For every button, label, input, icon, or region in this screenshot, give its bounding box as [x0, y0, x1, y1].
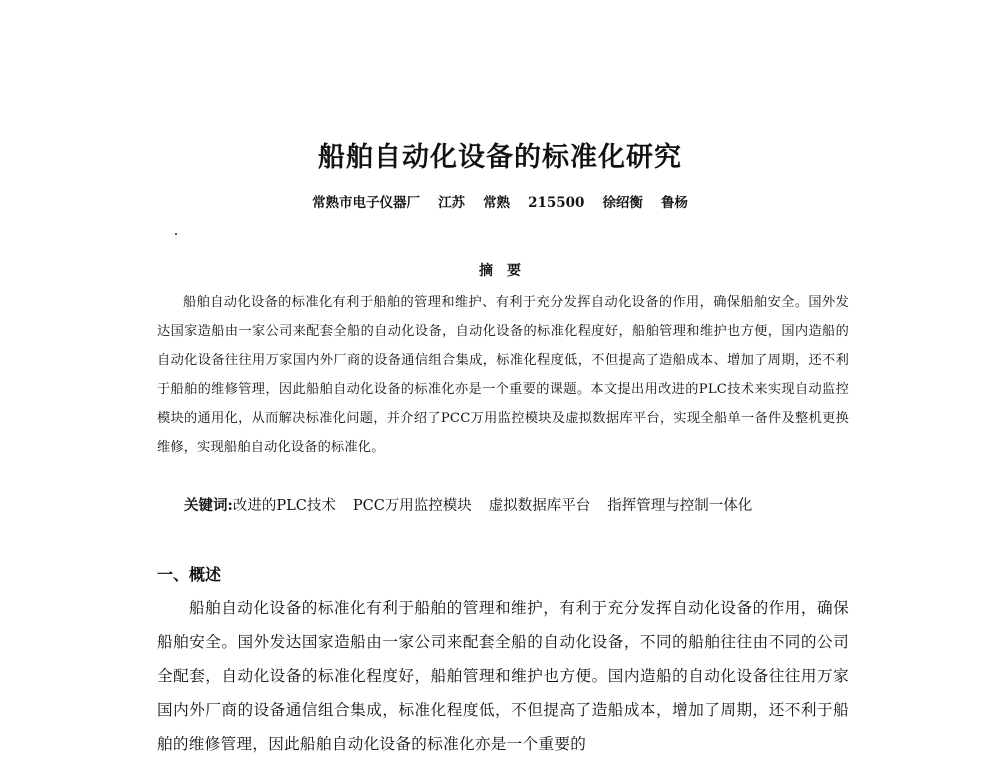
affiliation-org: 常熟市电子仪器厂 [312, 195, 421, 211]
body-paragraph: 船舶自动化设备的标准化有利于船舶的管理和维护，有利于充分发挥自动化设备的作用，确保船舶安全。国外发达国家造船由一家公司来配套全船的自动化设备，不同的船舶往往由不同的公司全配套，自动化设备的标准化程度好，船舶管理和维护也方便。国内造船的自动化设备往往用万家国内外厂商的设备通信组合集成，标准化程度低，不但提高了造船成本，增加了周期，还不利于船舶的维修管理，因此船舶自动化设备的标准化亦是一个重要的 [157, 599, 849, 753]
keywords-label: 关键词: [184, 497, 233, 514]
keyword: PCC万用监控模块 [352, 498, 472, 514]
abstract-paragraph: 船舶自动化设备的标准化有利于船舶的管理和维护、有利于充分发挥自动化设备的作用，确保船舶安全。国外发达国家造船由一家公司来配套全船的自动化设备，自动化设备的标准化程度好，船舶管理和维护也方便，国内造船的自动化设备往往用万家国内外厂商的设备通信组合集成，标准化程度低，不但提高了造船成本、增加了周期，还不利于船舶的维修管理，因此船舶自动化设备的标准化亦是一个重要的课题。本文提出用改进的PLC技术来实现自动监控模块的通用化，从而解决标准化问题，并介绍了PCC万用监控模块及虚拟数据库平台，实现全船单一备件及整机更换维修，实现船舶自动化设备的标准化。 [157, 295, 849, 455]
affiliation-province: 江苏 [438, 195, 466, 211]
keywords-line [184, 493, 864, 519]
abstract-heading: 摘要 [479, 263, 535, 279]
paper-title: 船舶自动化设备的标准化研究 [318, 142, 682, 173]
affiliation-line [0, 192, 1000, 214]
affiliation-city: 常熟 [483, 195, 511, 211]
affiliation-postcode: 215500 [528, 195, 585, 211]
keyword: 改进的PLC技术 [232, 498, 336, 514]
scan-speck [175, 233, 177, 235]
keyword: 虚拟数据库平台 [488, 498, 591, 514]
author-name: 鲁杨 [660, 195, 688, 211]
keyword: 指挥管理与控制一体化 [607, 498, 753, 514]
author-name: 徐绍衡 [602, 195, 643, 211]
section-heading: 一、概述 [157, 565, 222, 584]
